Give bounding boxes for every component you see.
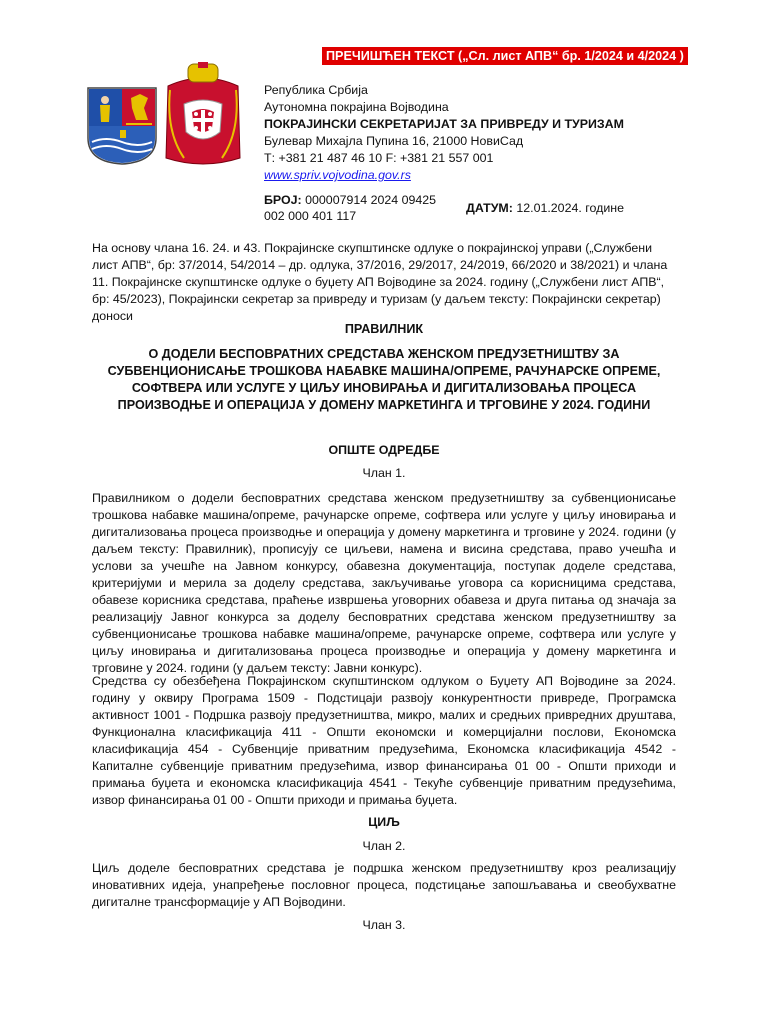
header-province: Аутономна покрајина Војводина [264, 100, 449, 114]
section-general-provisions: ОПШТЕ ОДРЕДБЕ [328, 443, 440, 457]
article-1-paragraph-2: Средства су обезбеђена Покрајинском скупштинском одлуком о Буџету АП Војводине за 2024. годину у оквиру Програма 1509 - Подстицаји развоју конкурентности привреде, Програмска активност 1001 - Подршка развоју предузетништва, микро, малих и средњих привредних друштава, Функционална класификација 411 - Општи економски и комерцијални послови, Економска класификација 454 - Субвенције приватним предузећима, Економска класификација 4542 - Капиталне субвенције приватним предузећима, извор финансирања 01 00 - Општи приходи и примања буџета и економска класификација 4541 - Текуће субвенције приватним предузећима, извор финансирања 01 00 - Општи приходи и примања буџета. [92, 674, 676, 807]
doc-title: О ДОДЕЛИ БЕСПОВРАТНИХ СРЕДСТАВА ЖЕНСКОМ ПРЕДУЗЕТНИШТВУ ЗА СУБВЕНЦИОНИСАЊЕ ТРОШКОВА НАБАВКЕ МАШИНА/ОПРЕМЕ, РАЧУНАРСКЕ ОПРЕМЕ, СОФТВЕРА ИЛИ УСЛУГЕ У ЦИЉУ ИНОВИРАЊА И ДИГИТАЛИЗОВАЊА ПРОЦЕСА ПРОИЗВОДЊЕ И ОПЕРАЦИЈА У ДОМЕНУ МАРКЕТИНГА И ТРГОВИНЕ У 2024. ГОДИНИ [107, 347, 661, 412]
header-website-link[interactable]: www.spriv.vojvodina.gov.rs [264, 168, 411, 182]
article-2-paragraph: Циљ доделе бесповратних средстава је подршка женском предузетништву кроз реализацију иновативних идеја, унапређење пословног процеса, подстицање запошљавања и свеобухватне дигиталне трансформације у АП Војводини. [92, 861, 676, 909]
article-3-heading: Члан 3. [362, 918, 406, 932]
institution-header [264, 82, 704, 184]
preamble: На основу члана 16. 24. и 43. Покрајинске скупштинске одлуке о покрајинској управи („Службени лист АПВ“, бр: 37/2014, 54/2014 – др. одлука, 37/2016, 29/2017, 24/2019, 66/2020 и 38/2021) и члана 11. Покрајинске скупштинске одлуке о буџету АП Војводине за 2024. годину („Службени лист АПВ“, бр: 45/2023), Покрајински секретар за привреду и туризам (у даљем тексту: Покрајински секретар) доноси [92, 241, 668, 323]
vojvodina-coat-of-arms-icon [86, 86, 158, 166]
reference-number [264, 192, 436, 224]
header-secretariat: ПОКРАЈИНСКИ СЕКРЕТАРИЈАТ ЗА ПРИВРЕДУ И ТУРИЗАМ [264, 117, 624, 131]
number-value-line1: 000007914 2024 09425 [305, 193, 437, 207]
doc-type: ПРАВИЛНИК [344, 322, 424, 336]
number-value-line2: 002 000 401 117 [264, 209, 357, 223]
date-value: 12.01.2024. године [516, 201, 624, 215]
section-goal: ЦИЉ [368, 815, 400, 829]
consolidated-text-banner: ПРЕЧИШЋЕН ТЕКСТ („Сл. лист АПВ“ бр. 1/2024 и 4/2024 ) [322, 47, 688, 65]
header-country: Република Србија [264, 83, 368, 97]
serbia-coat-of-arms-icon [162, 62, 244, 168]
article-1-paragraph-1: Правилником о додели бесповратних средстава женском предузетништву за субвенционисање трошкова набавке машина/опреме, рачунарске опреме, софтвера или услуге у циљу иновирања и дигитализовања процеса производње и операција у домену маркетинга и трговине у 2024. години (у даљем тексту: Правилник), прописују се циљеви, намена и висина средстава, право учешћа и услови за учешће на Јавном конкурсу, обавезна документација, поступак доделе средстава, критеријуми и мерила за доделу средстава, закључивање уговора са корисницима средстава, обавезе корисника средстава, праћење извршења уговорних обавеза и друга питања од значаја за реализацију Јавног конкурса за доделу бесповратних средстава женском предузетништву за субвенционисање трошкова набавке машина/опреме, рачунарске опреме, софтвера или услуге у циљу иновирања и дигитализовања процеса производње и операција у домену маркетинга и трговине у 2024. години (у даљем тексту: Јавни конкурс). [92, 491, 676, 675]
header-address: Булевар Михајла Пупина 16, 21000 НовиСад [264, 134, 524, 148]
article-1-heading: Члан 1. [362, 466, 406, 480]
number-label: БРОЈ: [264, 193, 302, 207]
header-phone-fax: Т: +381 21 487 46 10 F: +381 21 557 001 [264, 151, 494, 165]
document-date [466, 200, 624, 216]
article-2-heading: Члан 2. [362, 839, 406, 853]
date-label: ДАТУМ: [466, 201, 513, 215]
